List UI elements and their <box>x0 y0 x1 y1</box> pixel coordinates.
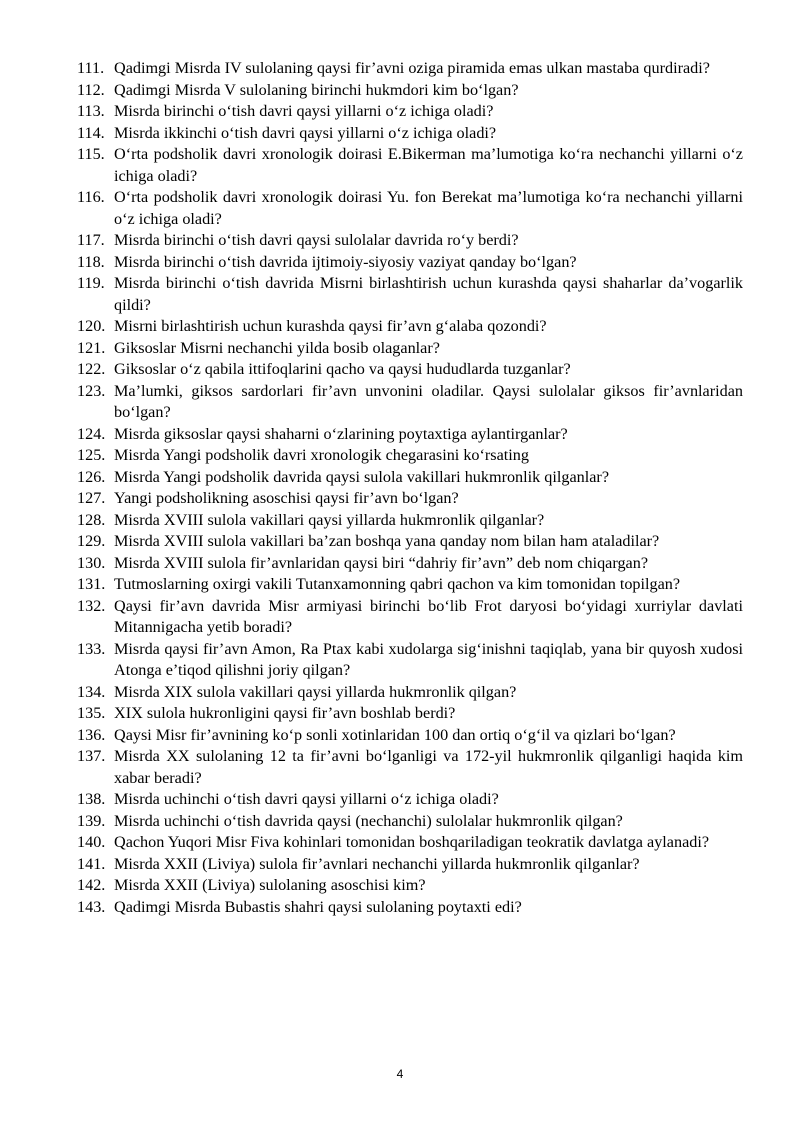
question-item <box>77 144 743 187</box>
question-item <box>77 811 743 833</box>
question-item <box>77 58 743 80</box>
question-number: 140. <box>77 833 106 851</box>
question-item <box>77 101 743 123</box>
question-number: 135. <box>77 704 106 722</box>
question-number: 132. <box>77 596 106 615</box>
question-item <box>77 531 743 553</box>
question-text: Qadimgi Misrda Bubastis shahri qaysi sulolaning poytaxti edi? <box>114 897 522 916</box>
question-text: Misrda birinchi o‘tish davrida ijtimoiy-siyosiy vaziyat qanday bo‘lgan? <box>114 252 577 271</box>
question-list <box>77 58 743 918</box>
question-number: 129. <box>77 532 106 550</box>
question-number: 142. <box>77 876 106 894</box>
question-item <box>77 123 743 145</box>
question-text: Misrda ikkinchi o‘tish davri qaysi yillarni o‘z ichiga oladi? <box>114 123 497 142</box>
question-text: Misrda XVIII sulola fir’avnlaridan qaysi biri “dahriy fir’avn” deb nom chiqargan? <box>114 553 649 572</box>
question-text: Misrda Yangi podsholik davri xronologik chegarasini ko‘rsating <box>114 446 529 464</box>
page-number: 4 <box>396 1067 404 1081</box>
question-text: Ma’lumki, giksos sardorlari fir’avn unvonini oladilar. Qaysi sulolalar giksos fir’avnlaridan bo‘lgan? <box>114 381 743 421</box>
question-number: 116. <box>77 188 105 206</box>
question-text: Misrda birinchi o‘tish davrida Misrni birlashtirish uchun kurashda qaysi shaharlar da’vogarlik qildi? <box>114 274 743 314</box>
question-text: Misrda Yangi podsholik davrida qaysi sulola vakillari hukmronlik qilganlar? <box>114 467 609 486</box>
question-item <box>77 875 743 897</box>
question-number: 143. <box>77 897 106 916</box>
question-item <box>77 252 743 274</box>
question-text: Misrda uchinchi o‘tish davrida qaysi (nechanchi) sulolalar hukmronlik qilgan? <box>114 811 623 830</box>
question-text: Misrda XVIII sulola vakillari qaysi yillarda hukmronlik qilganlar? <box>114 510 545 529</box>
question-number: 138. <box>77 790 106 808</box>
question-number: 131. <box>77 575 106 593</box>
question-text: Qaysi fir’avn davrida Misr armiyasi birinchi bo‘lib Frot daryosi bo‘yidagi xurriylar davlati Mitannigacha yetib boradi? <box>114 596 743 636</box>
question-number: 133. <box>77 639 106 658</box>
question-text: Yangi podsholikning asoschisi qaysi fir’avn bo‘lgan? <box>114 489 459 507</box>
question-text: Qadimgi Misrda V sulolaning birinchi hukmdori kim bo‘lgan? <box>114 80 519 99</box>
question-item <box>77 596 743 639</box>
question-item <box>77 725 743 747</box>
question-item <box>77 832 743 854</box>
question-text: Misrda birinchi o‘tish davri qaysi yillarni o‘z ichiga oladi? <box>114 102 494 120</box>
question-text: Misrda birinchi o‘tish davri qaysi sulolalar davrida ro‘y berdi? <box>114 231 519 249</box>
question-number: 122. <box>77 360 106 378</box>
question-item <box>77 553 743 575</box>
question-text: Tutmoslarning oxirgi vakili Tutanxamonning qabri qachon va kim tomonidan topilgan? <box>114 575 681 593</box>
question-text: O‘rta podsholik davri xronologik doirasi E.Bikerman ma’lumotiga ko‘ra nechanchi yillarni o‘z ichiga oladi? <box>114 145 743 185</box>
question-item <box>77 338 743 360</box>
question-text: Misrda uchinchi o‘tish davri qaysi yillarni o‘z ichiga oladi? <box>114 790 499 808</box>
question-text: Qaysi Misr fir’avnining ko‘p sonli xotinlaridan 100 dan ortiq o‘g‘il va qizlari bo‘lgan? <box>114 725 676 744</box>
question-number: 115. <box>77 145 105 163</box>
question-text: O‘rta podsholik davri xronologik doirasi Yu. fon Berekat ma’lumotiga ko‘ra nechanchi yillarni o‘z ichiga oladi? <box>114 188 743 228</box>
question-number: 125. <box>77 446 106 464</box>
question-item <box>77 746 743 789</box>
question-item <box>77 854 743 876</box>
question-number: 117. <box>77 231 105 249</box>
question-item <box>77 445 743 467</box>
question-item <box>77 574 743 596</box>
question-item <box>77 488 743 510</box>
question-number: 120. <box>77 317 106 335</box>
question-text: Misrda XIX sulola vakillari qaysi yillarda hukmronlik qilgan? <box>114 682 517 701</box>
question-text: Misrni birlashtirish uchun kurashda qaysi fir’avn g‘alaba qozondi? <box>114 317 547 335</box>
question-item <box>77 230 743 252</box>
question-item <box>77 789 743 811</box>
question-number: 139. <box>77 811 106 830</box>
question-text: Misrda XVIII sulola vakillari ba’zan boshqa yana qanday nom bilan ham ataladilar? <box>114 532 660 550</box>
question-item <box>77 467 743 489</box>
question-item <box>77 80 743 102</box>
question-item <box>77 510 743 532</box>
question-item <box>77 316 743 338</box>
question-number: 123. <box>77 381 106 400</box>
question-text: Giksoslar o‘z qabila ittifoqlarini qacho va qaysi hududlarda tuzganlar? <box>114 360 571 378</box>
question-number: 113. <box>77 102 105 120</box>
question-number: 111. <box>77 59 105 77</box>
question-item <box>77 703 743 725</box>
question-text: Misrda XX sulolaning 12 ta fir’avni bo‘lganligi va 172-yil hukmronlik qilganligi haqida kim xabar beradi? <box>114 747 743 787</box>
question-number: 126. <box>77 467 106 486</box>
question-item <box>77 273 743 316</box>
question-item <box>77 381 743 424</box>
question-number: 124. <box>77 424 106 443</box>
question-text: Misrda XXII (Liviya) sulola fir’avnlari nechanchi yillarda hukmronlik qilganlar? <box>114 854 640 873</box>
question-number: 136. <box>77 725 106 744</box>
question-item <box>77 359 743 381</box>
question-number: 119. <box>77 274 105 292</box>
question-text: Qadimgi Misrda IV sulolaning qaysi fir’avni oziga piramida emas ulkan mastaba qurdiradi? <box>114 59 710 77</box>
question-text: XIX sulola hukronligini qaysi fir’avn boshlab berdi? <box>114 704 456 722</box>
question-item <box>77 187 743 230</box>
question-number: 112. <box>77 80 105 99</box>
question-number: 137. <box>77 747 106 765</box>
question-number: 128. <box>77 510 106 529</box>
question-number: 118. <box>77 252 105 271</box>
question-number: 130. <box>77 553 106 572</box>
question-number: 127. <box>77 489 106 507</box>
question-number: 141. <box>77 854 106 873</box>
question-item <box>77 424 743 446</box>
question-item <box>77 897 743 919</box>
question-text: Misrda giksoslar qaysi shaharni o‘zlarining poytaxtiga aylantirganlar? <box>114 424 568 443</box>
question-item <box>77 639 743 682</box>
question-number: 134. <box>77 682 106 701</box>
question-text: Qachon Yuqori Misr Fiva kohinlari tomonidan boshqariladigan teokratik davlatga aylanadi? <box>114 833 710 851</box>
question-number: 121. <box>77 338 106 357</box>
question-number: 114. <box>77 123 105 142</box>
question-text: Giksoslar Misrni nechanchi yilda bosib olaganlar? <box>114 338 440 357</box>
question-item <box>77 682 743 704</box>
question-text: Misrda qaysi fir’avn Amon, Ra Ptax kabi xudolarga sig‘inishni taqiqlab, yana bir quyosh xudosi Atonga e’tiqod qilishni joriy qilgan? <box>114 639 743 679</box>
question-text: Misrda XXII (Liviya) sulolaning asoschisi kim? <box>114 876 426 894</box>
